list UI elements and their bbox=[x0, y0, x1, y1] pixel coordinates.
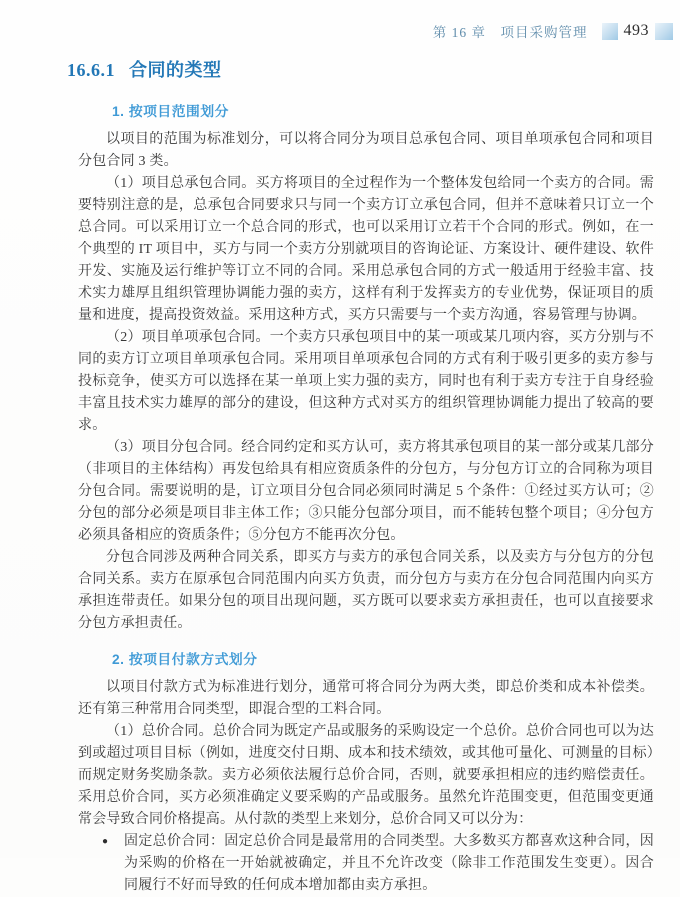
page-content bbox=[78, 90, 654, 897]
paragraph-fixed-price-contract: （1）总价合同。总价合同为既定产品或服务的采购设定一个总价。总价合同也可以为达到或超过项目目标（例如，进度交付日期、成本和技术绩效，或其他可量化、可测量的目标）而规定财务奖励条款。卖方必须依法履行总价合同，否则，就要承担相应的违约赔偿责任。采用总价合同，买方必须准确定义要采购的产品或服务。虽然允许范围变更，但范围变更通常会导致合同价格提高。从付款的类型上来划分，总价合同又可以分为： bbox=[78, 724, 654, 827]
paragraph-single-item-contract: （2）项目单项承包合同。一个卖方只承包项目中的某一项或某几项内容，买方分别与不同的卖方订立项目单项承包合同。采用项目单项承包合同的方式有利于吸引更多的卖方参与投标竞争，使买方可以选择在某一单项上实力强的卖方，同时也有利于卖方专注于自身经验丰富且技术实力雄厚的部分的建设，但这种方式对买方的组织管理协调能力提出了较高的要求。 bbox=[78, 330, 654, 433]
section-number: 16.6.1 bbox=[67, 60, 115, 80]
section-name: 合同的类型 bbox=[129, 60, 222, 80]
paragraph-general-contract: （1）项目总承包合同。买方将项目的全过程作为一个整体发包给同一个卖方的合同。需要特别注意的是，总承包合同要求只与同一个卖方订立承包合同，但并不意味着只订立一个总合同。可以采用订立一个总合同的形式，也可以采用订立若干个合同的形式。例如，在一个典型的 IT 项目中，买方与同一个卖方分别就项目的咨询论证、方案设计、硬件建设、软件开发、实施及运行维护等订立不同的合同。采用总承包合同的方式一般适用于经验丰富、技术实力雄厚且组织管理协调能力强的卖方，这样有利于发挥卖方的专业优势，保证项目的质量和进度，提高投资效益。采用这种方式，买方只需要与一个卖方沟通，容易管理与协调。 bbox=[78, 176, 654, 323]
paragraph-subcontract-relations: 分包合同涉及两种合同关系，即买方与卖方的承包合同关系，以及卖方与分包方的分包合同关系。卖方在原承包合同范围内向买方负责，而分包方与卖方在分包合同范围内向买方承担连带责任。如果分包的项目出现问题，买方既可以要求卖方承担责任，也可以直接要求分包方承担责任。 bbox=[78, 550, 654, 631]
list-item-fixed-total-price bbox=[102, 831, 654, 897]
subsection-2-heading: 2. 按项目付款方式划分 bbox=[112, 652, 258, 667]
page-number: 493 bbox=[623, 22, 649, 39]
page-header bbox=[0, 20, 680, 42]
section-title bbox=[67, 56, 222, 82]
chapter-running-title: 第 16 章 项目采购管理 bbox=[432, 25, 588, 40]
paragraph-subcontract: （3）项目分包合同。经合同约定和买方认可，卖方将其承包项目的某一部分或某几部分（非项目的主体结构）再发包给具有相应资质条件的分包方，与分包方订立的合同称为项目分包合同。需要说明的是，订立项目分包合同必须同时满足 5 个条件：①经过买方认可；②分包的部分必须是项目非主体工作；③只能分包部分项目，而不能转包整个项目；④分包方必须具备相应的资质条件；⑤分包方不能再次分包。 bbox=[78, 440, 654, 543]
list-item-text: 固定总价合同：固定总价合同是最常用的合同类型。大多数买方都喜欢这种合同，因为采购的价格在一开始就被确定，并且不允许改变（除非工作范围发生变更）。因合同履行不好而导致的任何成本增加都由卖方承担。 bbox=[124, 834, 654, 893]
paragraph-scope-intro: 以项目的范围为标准划分，可以将合同分为项目总承包合同、项目单项承包合同和项目分包合同 3 类。 bbox=[78, 132, 654, 169]
bullet-icon: ● bbox=[102, 836, 109, 847]
subsection-1-heading: 1. 按项目范围划分 bbox=[112, 104, 229, 119]
page-number-decoration-left bbox=[602, 23, 618, 40]
page-number-decoration-right bbox=[655, 23, 673, 40]
paragraph-payment-intro: 以项目付款方式为标准进行划分，通常可将合同分为两大类，即总价类和成本补偿类。还有第三种常用合同类型，即混合型的工料合同。 bbox=[78, 680, 654, 717]
